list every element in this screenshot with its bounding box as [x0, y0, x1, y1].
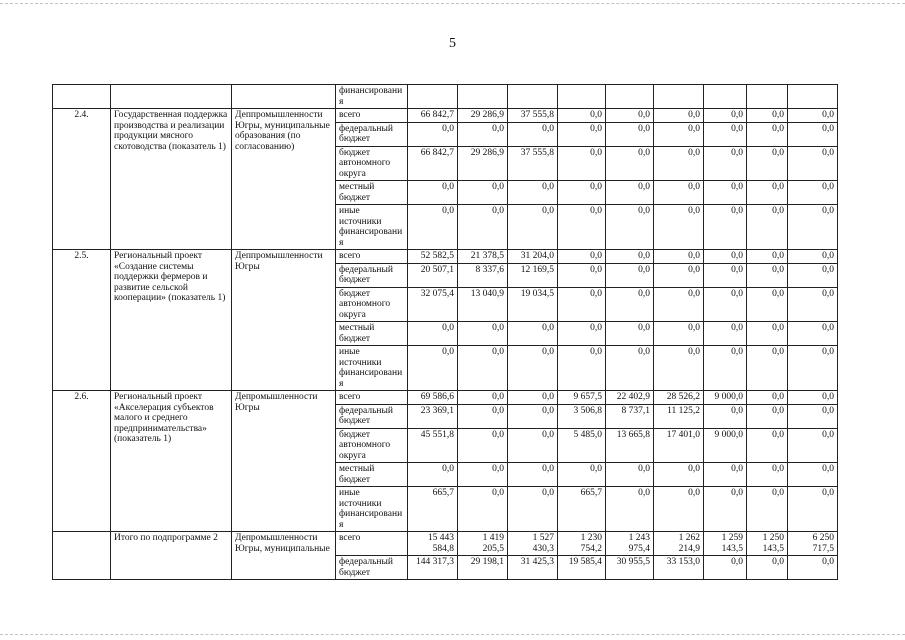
value-cell: 0,0: [654, 250, 704, 264]
row-name: Региональный проект «Создание системы поддержки фермеров и развитие сельской кооперации» (показатель 1): [111, 250, 232, 391]
source-cell: бюджет автономного округа: [336, 287, 408, 322]
value-cell: 6 250 717,5: [788, 532, 838, 556]
value-cell: 22 402,9: [606, 391, 654, 405]
value-cell: 1 259 143,5: [704, 532, 747, 556]
value-cell: 0,0: [606, 287, 654, 322]
value-cell: 9 657,5: [558, 391, 606, 405]
value-cell: 0,0: [558, 463, 606, 487]
value-cell: 0,0: [558, 346, 606, 391]
value-cell: 0,0: [458, 404, 508, 428]
source-cell: бюджет автономного округа: [336, 428, 408, 463]
value-cell: 0,0: [458, 428, 508, 463]
value-cell: 0,0: [606, 346, 654, 391]
value-cell: 66 842,7: [408, 146, 458, 181]
value-cell: 0,0: [704, 556, 747, 580]
budget-table: [52, 84, 838, 580]
value-cell: 13 665,8: [606, 428, 654, 463]
value-cell: 0,0: [606, 263, 654, 287]
source-cell: федеральный бюджет: [336, 122, 408, 146]
value-cell: 0,0: [654, 287, 704, 322]
value-cell: 0,0: [704, 404, 747, 428]
source-cell: всего: [336, 391, 408, 405]
value-cell: 0,0: [788, 122, 838, 146]
scan-edge-bottom: [0, 634, 905, 635]
value-cell: 0,0: [508, 404, 558, 428]
value-cell: 33 153,0: [654, 556, 704, 580]
value-cell: 0,0: [558, 122, 606, 146]
value-cell: 0,0: [654, 181, 704, 205]
value-cell: 12 169,5: [508, 263, 558, 287]
value-cell: 0,0: [508, 181, 558, 205]
value-cell: 0,0: [606, 250, 654, 264]
value-cell: 0,0: [508, 205, 558, 250]
value-cell: 0,0: [788, 556, 838, 580]
value-cell: 0,0: [788, 346, 838, 391]
value-cell: 0,0: [654, 346, 704, 391]
value-cell: 29 286,9: [458, 146, 508, 181]
source-cell: местный бюджет: [336, 322, 408, 346]
value-cell: 31 425,3: [508, 556, 558, 580]
value-cell: 30 955,5: [606, 556, 654, 580]
row-name: Итого по подпрограмме 2: [111, 532, 232, 580]
source-cell: финансировани я: [336, 85, 408, 109]
value-cell: 0,0: [747, 322, 788, 346]
value-cell: 0,0: [508, 346, 558, 391]
value-cell: 31 204,0: [508, 250, 558, 264]
value-cell: 0,0: [747, 487, 788, 532]
value-cell: 0,0: [558, 109, 606, 123]
value-cell: 0,0: [508, 463, 558, 487]
source-cell: местный бюджет: [336, 181, 408, 205]
value-cell: 23 369,1: [408, 404, 458, 428]
source-cell: местный бюджет: [336, 463, 408, 487]
value-cell: 0,0: [704, 250, 747, 264]
row-executor: Депромышленности Югры: [232, 391, 336, 532]
value-cell: 0,0: [558, 322, 606, 346]
value-cell: 0,0: [458, 181, 508, 205]
value-cell: 1 527 430,3: [508, 532, 558, 556]
value-cell: 0,0: [654, 146, 704, 181]
row-number: [53, 532, 111, 580]
value-cell: 0,0: [606, 205, 654, 250]
value-cell: 0,0: [747, 404, 788, 428]
value-cell: 0,0: [788, 391, 838, 405]
value-cell: 0,0: [704, 346, 747, 391]
value-cell: 8 337,6: [458, 263, 508, 287]
row-number: 2.5.: [53, 250, 111, 391]
value-cell: 0,0: [747, 391, 788, 405]
table-row: [53, 250, 838, 264]
source-cell: всего: [336, 532, 408, 556]
value-cell: [606, 85, 654, 109]
value-cell: 21 378,5: [458, 250, 508, 264]
value-cell: 0,0: [747, 122, 788, 146]
value-cell: 1 230 754,2: [558, 532, 606, 556]
value-cell: 0,0: [704, 146, 747, 181]
value-cell: 0,0: [747, 205, 788, 250]
value-cell: [408, 85, 458, 109]
row-number: 2.6.: [53, 391, 111, 532]
value-cell: 19 585,4: [558, 556, 606, 580]
value-cell: 0,0: [704, 487, 747, 532]
value-cell: 19 034,5: [508, 287, 558, 322]
row-executor: Депромышленности Югры, муниципальные: [232, 532, 336, 580]
value-cell: 69 586,6: [408, 391, 458, 405]
value-cell: 66 842,7: [408, 109, 458, 123]
source-cell: федеральный бюджет: [336, 404, 408, 428]
value-cell: 29 198,1: [458, 556, 508, 580]
value-cell: 0,0: [654, 463, 704, 487]
value-cell: 0,0: [654, 487, 704, 532]
value-cell: [558, 85, 606, 109]
value-cell: 29 286,9: [458, 109, 508, 123]
value-cell: 0,0: [606, 181, 654, 205]
value-cell: 15 443 584,8: [408, 532, 458, 556]
value-cell: 0,0: [704, 181, 747, 205]
source-cell: иные источники финансировани я: [336, 487, 408, 532]
value-cell: 0,0: [747, 250, 788, 264]
table-row: [53, 85, 838, 109]
value-cell: 0,0: [558, 263, 606, 287]
value-cell: 0,0: [788, 146, 838, 181]
value-cell: 0,0: [606, 109, 654, 123]
value-cell: 0,0: [654, 109, 704, 123]
value-cell: 0,0: [458, 346, 508, 391]
value-cell: 0,0: [654, 263, 704, 287]
value-cell: 0,0: [458, 322, 508, 346]
row-executor: Деппромышленности Югры: [232, 250, 336, 391]
value-cell: 0,0: [458, 122, 508, 146]
value-cell: 32 075,4: [408, 287, 458, 322]
value-cell: 665,7: [558, 487, 606, 532]
value-cell: 0,0: [747, 146, 788, 181]
scan-edge-top: [0, 3, 905, 4]
value-cell: 0,0: [408, 463, 458, 487]
value-cell: 0,0: [747, 428, 788, 463]
value-cell: [458, 85, 508, 109]
value-cell: 0,0: [704, 263, 747, 287]
source-cell: иные источники финансировани я: [336, 346, 408, 391]
value-cell: 0,0: [408, 181, 458, 205]
value-cell: 0,0: [747, 263, 788, 287]
value-cell: 0,0: [654, 122, 704, 146]
value-cell: 0,0: [747, 109, 788, 123]
value-cell: 11 125,2: [654, 404, 704, 428]
value-cell: 665,7: [408, 487, 458, 532]
value-cell: 0,0: [788, 487, 838, 532]
value-cell: 0,0: [788, 404, 838, 428]
page-number: 5: [449, 36, 456, 51]
value-cell: 8 737,1: [606, 404, 654, 428]
empty-cell: [111, 85, 232, 109]
value-cell: 0,0: [704, 109, 747, 123]
value-cell: 52 582,5: [408, 250, 458, 264]
value-cell: 37 555,8: [508, 109, 558, 123]
table-row: [53, 109, 838, 123]
value-cell: 45 551,8: [408, 428, 458, 463]
value-cell: 37 555,8: [508, 146, 558, 181]
value-cell: 0,0: [508, 391, 558, 405]
value-cell: 9 000,0: [704, 391, 747, 405]
value-cell: 20 507,1: [408, 263, 458, 287]
value-cell: 28 526,2: [654, 391, 704, 405]
value-cell: 0,0: [788, 250, 838, 264]
value-cell: 1 243 975,4: [606, 532, 654, 556]
value-cell: 0,0: [408, 322, 458, 346]
source-cell: всего: [336, 109, 408, 123]
value-cell: 0,0: [558, 181, 606, 205]
row-name: Государственная поддержка производства и реализации продукции мясного скотоводства (показатель 1): [111, 109, 232, 250]
value-cell: 0,0: [788, 205, 838, 250]
row-executor: Деппромышленности Югры, муниципальные образования (по согласованию): [232, 109, 336, 250]
value-cell: 0,0: [606, 146, 654, 181]
value-cell: 0,0: [606, 122, 654, 146]
source-cell: иные источники финансировани я: [336, 205, 408, 250]
value-cell: 13 040,9: [458, 287, 508, 322]
value-cell: [508, 85, 558, 109]
value-cell: 0,0: [558, 146, 606, 181]
value-cell: [788, 85, 838, 109]
value-cell: 0,0: [747, 181, 788, 205]
value-cell: 0,0: [508, 122, 558, 146]
value-cell: [747, 85, 788, 109]
value-cell: 0,0: [408, 346, 458, 391]
value-cell: 0,0: [788, 263, 838, 287]
value-cell: 0,0: [558, 205, 606, 250]
source-cell: федеральный бюджет: [336, 263, 408, 287]
value-cell: 17 401,0: [654, 428, 704, 463]
value-cell: 9 000,0: [704, 428, 747, 463]
value-cell: 1 419 205,5: [458, 532, 508, 556]
value-cell: 0,0: [508, 428, 558, 463]
value-cell: 0,0: [606, 322, 654, 346]
value-cell: 1 250 143,5: [747, 532, 788, 556]
value-cell: 0,0: [458, 463, 508, 487]
value-cell: 5 485,0: [558, 428, 606, 463]
value-cell: 0,0: [458, 205, 508, 250]
value-cell: 0,0: [654, 205, 704, 250]
value-cell: 0,0: [788, 109, 838, 123]
value-cell: 0,0: [747, 556, 788, 580]
value-cell: 0,0: [704, 322, 747, 346]
value-cell: 0,0: [788, 287, 838, 322]
value-cell: [654, 85, 704, 109]
value-cell: 1 262 214,9: [654, 532, 704, 556]
value-cell: 0,0: [747, 287, 788, 322]
value-cell: 144 317,3: [408, 556, 458, 580]
value-cell: 0,0: [704, 122, 747, 146]
empty-cell: [232, 85, 336, 109]
value-cell: 0,0: [408, 205, 458, 250]
value-cell: 0,0: [704, 287, 747, 322]
value-cell: 0,0: [788, 181, 838, 205]
source-cell: бюджет автономного округа: [336, 146, 408, 181]
value-cell: 0,0: [747, 346, 788, 391]
value-cell: 0,0: [704, 205, 747, 250]
table-row: [53, 391, 838, 405]
source-cell: всего: [336, 250, 408, 264]
value-cell: 0,0: [558, 250, 606, 264]
value-cell: 0,0: [747, 463, 788, 487]
value-cell: 0,0: [788, 463, 838, 487]
value-cell: 0,0: [458, 487, 508, 532]
total-row: [53, 532, 838, 556]
value-cell: 0,0: [788, 322, 838, 346]
value-cell: 0,0: [508, 322, 558, 346]
value-cell: 0,0: [606, 487, 654, 532]
value-cell: 0,0: [558, 287, 606, 322]
row-name: Региональный проект «Акселерация субъектов малого и среднего предпринимательства» (показатель 1): [111, 391, 232, 532]
empty-cell: [53, 85, 111, 109]
value-cell: 0,0: [654, 322, 704, 346]
value-cell: 0,0: [408, 122, 458, 146]
source-cell: федеральный бюджет: [336, 556, 408, 580]
value-cell: 0,0: [704, 463, 747, 487]
value-cell: 3 506,8: [558, 404, 606, 428]
value-cell: 0,0: [458, 391, 508, 405]
value-cell: 0,0: [508, 487, 558, 532]
value-cell: 0,0: [788, 428, 838, 463]
row-number: 2.4.: [53, 109, 111, 250]
value-cell: [704, 85, 747, 109]
value-cell: 0,0: [606, 463, 654, 487]
